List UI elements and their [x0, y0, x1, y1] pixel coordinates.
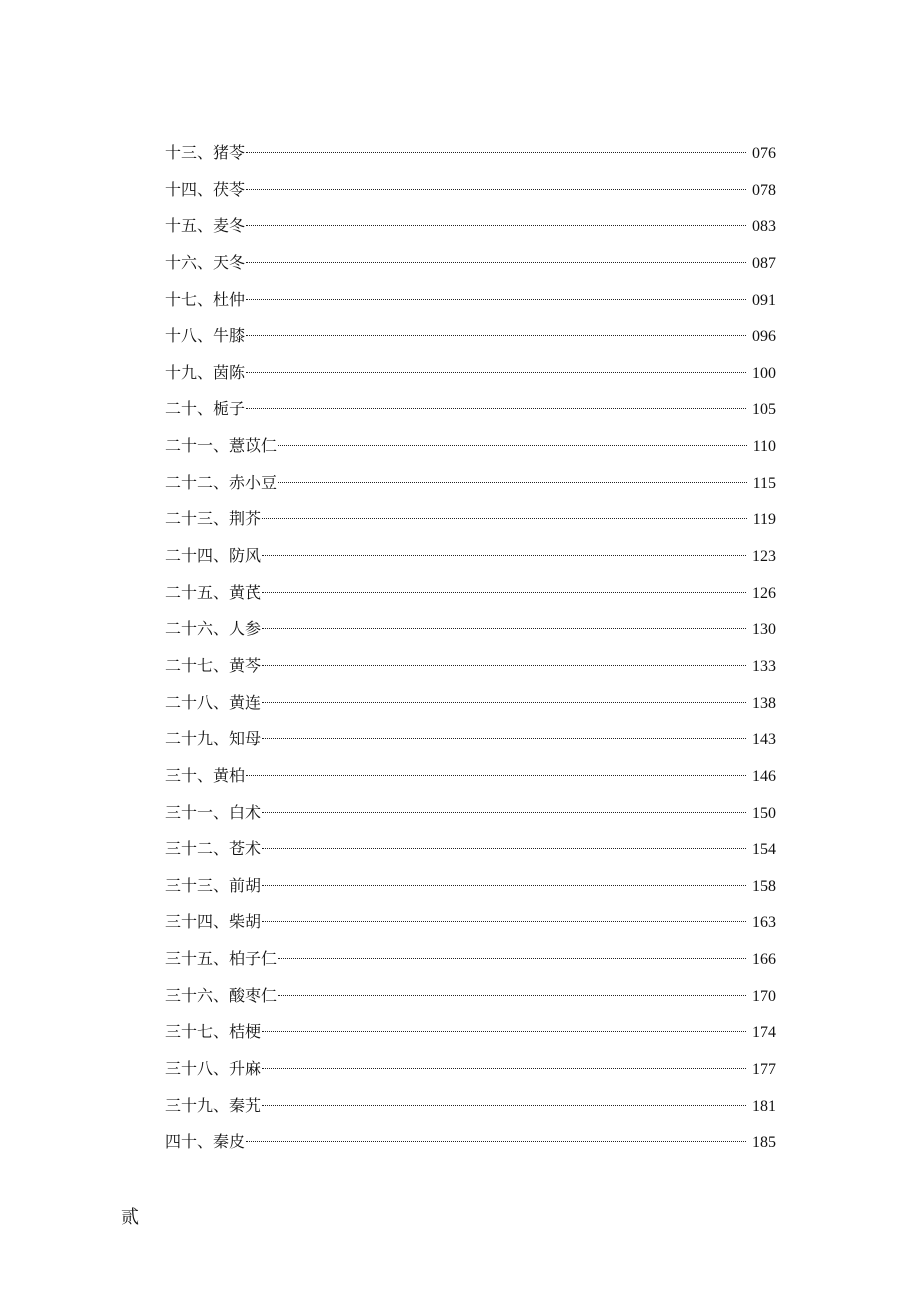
- toc-dot-leader: [278, 482, 747, 483]
- toc-entry-title: 三十五、柏子仁: [165, 949, 278, 969]
- toc-entry-page: 154: [752, 841, 776, 859]
- toc-entry-page: 163: [752, 914, 776, 932]
- toc-entry[interactable]: [165, 172, 776, 209]
- toc-dot-leader: [262, 702, 746, 703]
- toc-dot-leader: [246, 1141, 746, 1142]
- toc-entry-page: 105: [752, 401, 776, 419]
- toc-entry[interactable]: [165, 428, 776, 465]
- toc-entry[interactable]: [165, 795, 776, 832]
- toc-entry[interactable]: [165, 501, 776, 538]
- toc-entry-page: 123: [752, 548, 776, 566]
- toc-dot-leader: [262, 1031, 746, 1032]
- toc-entry-page: 166: [752, 951, 776, 969]
- toc-entry-page: 146: [752, 767, 776, 785]
- toc-dot-leader: [246, 299, 746, 300]
- toc-entry-page: 158: [752, 877, 776, 895]
- toc-entry-page: 126: [752, 584, 776, 602]
- toc-entry-page: 119: [752, 511, 776, 529]
- toc-entry-page: 181: [752, 1097, 776, 1115]
- toc-dot-leader: [246, 372, 746, 373]
- toc-entry[interactable]: [165, 355, 776, 392]
- toc-dot-leader: [278, 995, 746, 996]
- toc-entry-title: 三十八、升麻: [165, 1059, 262, 1079]
- toc-entry[interactable]: [165, 318, 776, 355]
- toc-entry[interactable]: [165, 282, 776, 319]
- toc-entry[interactable]: [165, 721, 776, 758]
- toc-entry-page: 110: [752, 438, 776, 456]
- toc-entry-title: 三十二、苍术: [165, 839, 262, 859]
- toc-dot-leader: [246, 189, 746, 190]
- toc-entry-page: 185: [752, 1134, 776, 1152]
- toc-entry-title: 三十六、酸枣仁: [165, 985, 278, 1005]
- toc-entry[interactable]: [165, 978, 776, 1015]
- toc-entry-title: 四十、秦皮: [165, 1132, 246, 1152]
- toc-entry[interactable]: [165, 1088, 776, 1125]
- toc-dot-leader: [262, 812, 746, 813]
- toc-entry-page: 078: [752, 181, 776, 199]
- toc-dot-leader: [262, 665, 746, 666]
- toc-entry-title: 二十八、黄连: [165, 692, 262, 712]
- toc-entry-page: 091: [752, 291, 776, 309]
- toc-entry[interactable]: [165, 831, 776, 868]
- toc-dot-leader: [278, 958, 746, 959]
- toc-dot-leader: [262, 592, 746, 593]
- toc-entry-title: 二十一、薏苡仁: [165, 436, 278, 456]
- toc-entry[interactable]: [165, 1051, 776, 1088]
- toc-entry-title: 三十九、秦艽: [165, 1095, 262, 1115]
- toc-entry-title: 十八、牛膝: [165, 326, 246, 346]
- toc-entry[interactable]: [165, 391, 776, 428]
- toc-entry[interactable]: [165, 685, 776, 722]
- toc-entry[interactable]: [165, 611, 776, 648]
- toc-dot-leader: [262, 848, 746, 849]
- toc-dot-leader: [246, 408, 746, 409]
- toc-entry-title: 三十七、桔梗: [165, 1022, 262, 1042]
- toc-entry[interactable]: [165, 648, 776, 685]
- toc-entry-page: 130: [752, 621, 776, 639]
- toc-dot-leader: [278, 445, 747, 446]
- toc-entry[interactable]: [165, 208, 776, 245]
- toc-entry-title: 三十三、前胡: [165, 875, 262, 895]
- toc-dot-leader: [246, 152, 746, 153]
- toc-dot-leader: [262, 921, 746, 922]
- toc-entry[interactable]: [165, 868, 776, 905]
- toc-entry[interactable]: [165, 1124, 776, 1161]
- toc-entry[interactable]: [165, 245, 776, 282]
- toc-entry-title: 十五、麦冬: [165, 216, 246, 236]
- toc-entry-title: 十六、天冬: [165, 252, 246, 272]
- toc-entry[interactable]: [165, 465, 776, 502]
- toc-entry-page: 150: [752, 804, 776, 822]
- toc-entry-title: 三十、黄柏: [165, 765, 246, 785]
- toc-dot-leader: [246, 262, 746, 263]
- toc-entry[interactable]: [165, 1014, 776, 1051]
- toc-entry-page: 096: [752, 328, 776, 346]
- toc-dot-leader: [262, 518, 747, 519]
- page-number-label: 贰: [121, 1207, 139, 1228]
- toc-dot-leader: [246, 225, 746, 226]
- toc-entry[interactable]: [165, 135, 776, 172]
- toc-dot-leader: [262, 555, 746, 556]
- toc-dot-leader: [262, 738, 746, 739]
- toc-entry-title: 二十七、黄芩: [165, 655, 262, 675]
- toc-entry-title: 十九、茵陈: [165, 362, 246, 382]
- toc-entry-page: 143: [752, 731, 776, 749]
- toc-entry-title: 二十九、知母: [165, 729, 262, 749]
- toc-dot-leader: [246, 335, 746, 336]
- toc-dot-leader: [246, 775, 746, 776]
- toc-entry-page: 177: [752, 1061, 776, 1079]
- toc-entry-title: 十三、猪苓: [165, 143, 246, 162]
- table-of-contents: [165, 135, 776, 1161]
- toc-dot-leader: [262, 1068, 746, 1069]
- toc-entry-title: 十四、茯苓: [165, 179, 246, 199]
- toc-entry-title: 二十、栀子: [165, 399, 246, 419]
- toc-entry-title: 二十五、黄芪: [165, 582, 262, 602]
- toc-entry-title: 二十三、荆芥: [165, 509, 262, 529]
- toc-entry-page: 087: [752, 254, 776, 272]
- toc-entry-page: 115: [752, 474, 776, 492]
- toc-entry[interactable]: [165, 575, 776, 612]
- toc-dot-leader: [262, 885, 746, 886]
- toc-dot-leader: [262, 628, 746, 629]
- toc-entry-page: 174: [752, 1024, 776, 1042]
- toc-entry-page: 083: [752, 218, 776, 236]
- toc-entry[interactable]: [165, 758, 776, 795]
- toc-entry-page: 170: [752, 987, 776, 1005]
- toc-entry-page: 076: [752, 145, 776, 162]
- toc-entry-page: 133: [752, 657, 776, 675]
- toc-dot-leader: [262, 1105, 746, 1106]
- toc-entry[interactable]: [165, 904, 776, 941]
- toc-entry-page: 138: [752, 694, 776, 712]
- toc-entry-title: 二十六、人参: [165, 619, 262, 639]
- toc-entry-title: 三十一、白术: [165, 802, 262, 822]
- toc-entry-title: 二十四、防风: [165, 546, 262, 566]
- toc-entry[interactable]: [165, 941, 776, 978]
- toc-entry-title: 十七、杜仲: [165, 289, 246, 309]
- toc-entry-title: 三十四、柴胡: [165, 912, 262, 932]
- toc-entry-title: 二十二、赤小豆: [165, 472, 278, 492]
- toc-entry[interactable]: [165, 538, 776, 575]
- toc-entry-page: 100: [752, 364, 776, 382]
